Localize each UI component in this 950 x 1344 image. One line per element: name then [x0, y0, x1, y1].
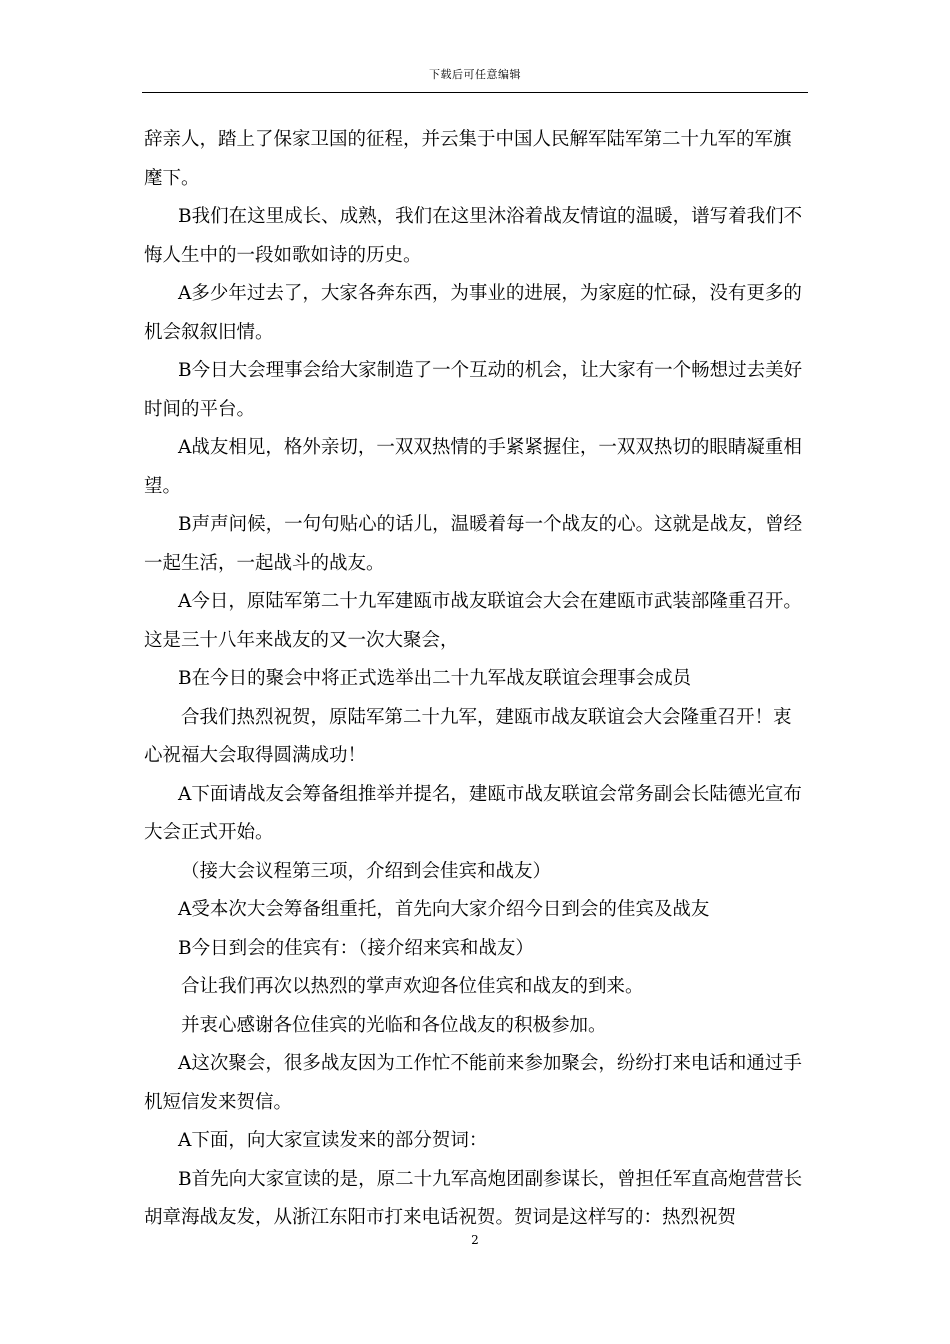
paragraph: B今日大会理事会给大家制造了一个互动的机会，让大家有一个畅想过去美好时间的平台。	[144, 360, 803, 420]
paragraph: B我们在这里成长、成熟，我们在这里沐浴着战友情谊的温暖，谱写着我们不悔人生中的一段如歌如诗的历史。	[144, 206, 803, 266]
paragraph: A今日，原陆军第二十九军建瓯市战友联谊会大会在建瓯市武装部隆重召开。这是三十八年来战友的又一次大聚会，	[144, 591, 802, 651]
page-number: 2	[471, 1233, 479, 1247]
header-divider	[142, 92, 808, 93]
paragraph: 合让我们再次以热烈的掌声欢迎各位佳宾和战友的到来。	[181, 976, 644, 997]
paragraph: B在今日的聚会中将正式选举出二十九军战友联谊会理事会成员	[178, 668, 692, 689]
paragraph: B首先向大家宣读的是，原二十九军高炮团副参谋长，曾担任军直高炮营营长胡章海战友发，从浙江东阳市打来电话祝贺。贺词是这样写的：热烈祝贺	[144, 1168, 803, 1228]
paragraph: （接大会议程第三项，介绍到会佳宾和战友）	[181, 860, 552, 882]
paragraph: A多少年过去了，大家各奔东西，为事业的进展，为家庭的忙碌，没有更多的机会叙叙旧情。	[144, 283, 802, 343]
paragraph: B今日到会的佳宾有：（接介绍来宾和战友）	[178, 937, 534, 959]
paragraph: 并衷心感谢各位佳宾的光临和各位战友的积极参加。	[181, 1014, 607, 1036]
paragraph: A下面请战友会筹备组推举并提名，建瓯市战友联谊会常务副会长陆德光宣布大会正式开始。	[144, 783, 802, 843]
paragraph: 合我们热烈祝贺，原陆军第二十九军，建瓯市战友联谊会大会隆重召开！衷心祝福大会取得圆满成功！	[144, 706, 792, 766]
paragraph: B声声问候，一句句贴心的话儿，温暖着每一个战友的心。这就是战友，曾经一起生活，一起战斗的战友。	[144, 514, 803, 574]
paragraph: A战友相见，格外亲切，一双双热情的手紧紧握住，一双双热切的眼睛凝重相望。	[144, 437, 802, 497]
paragraph: A下面，向大家宣读发来的部分贺词：	[178, 1130, 488, 1151]
paragraph: A这次聚会，很多战友因为工作忙不能前来参加聚会，纷纷打来电话和通过手机短信发来贺信。	[144, 1053, 802, 1113]
paragraph: A受本次大会筹备组重托，首先向大家介绍今日到会的佳宾及战友	[178, 899, 710, 920]
document-body	[144, 121, 808, 1238]
page-header: 下载后可任意编辑	[429, 68, 521, 81]
paragraph: 辞亲人，踏上了保家卫国的征程，并云集于中国人民解军陆军第二十九军的军旗麾下。	[144, 129, 792, 189]
